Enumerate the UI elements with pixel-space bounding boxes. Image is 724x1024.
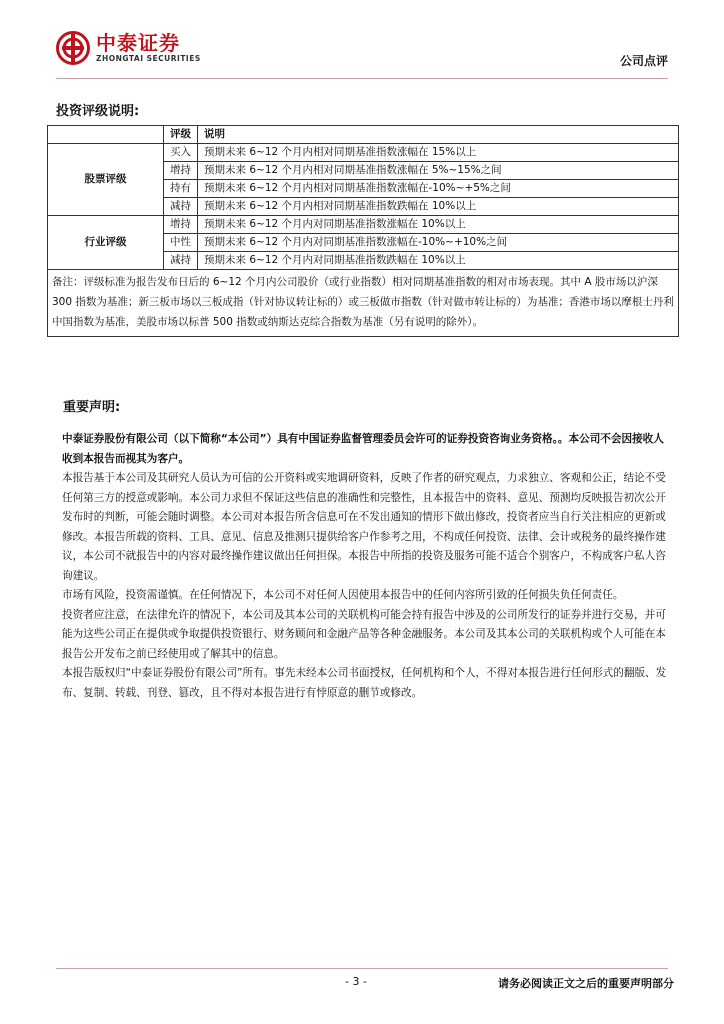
rating-level: 持有	[164, 180, 198, 198]
rating-level: 减持	[164, 198, 198, 216]
rating-desc: 预期未来 6~12 个月内相对同期基准指数跌幅在 10%以上	[198, 198, 679, 216]
disclaimer-paragraph: 投资者应注意，在法律允许的情况下，本公司及其本公司的关联机构可能会持有报告中涉及的公司所发行的证券并进行交易，并可能为这些公司正在提供或争取提供投资银行、财务顾问和金融产品等各种金融服务。本公司及其本公司的关联机构或个人可能在本报告公开发布之前已经使用或了解其中的信息。	[62, 608, 666, 660]
industry-rating-label: 行业评级	[48, 216, 164, 270]
header-divider	[56, 78, 668, 79]
disclaimer-title: 重要声明:	[63, 400, 121, 415]
rating-desc: 预期未来 6~12 个月内相对同期基准指数涨幅在 5%~15%之间	[198, 162, 679, 180]
table-note-row	[48, 270, 679, 337]
rating-table	[47, 125, 679, 337]
rating-desc: 预期未来 6~12 个月内对同期基准指数涨幅在-10%~+10%之间	[198, 234, 679, 252]
rating-note: 备注：评级标准为报告发布日后的 6~12 个月内公司股价（或行业指数）相对同期基准指数的相对市场表现。其中 A 股市场以沪深 300 指数为基准；新三板市场以三板成指（针对协议转让标的）或三板做市指数（针对做市转让标的）为基准；香港市场以摩根士丹利中国指数为基准，美股市场以标普 500 指数或纳斯达克综合指数为基准（另有说明的除外）。	[48, 270, 679, 337]
document-type: 公司点评	[619, 54, 668, 68]
disclaimer-paragraph: 市场有风险，投资需谨慎。在任何情况下，本公司不对任何人因使用本报告中的任何内容所引致的任何损失负任何责任。	[62, 589, 624, 601]
rating-desc: 预期未来 6~12 个月内相对同期基准指数涨幅在 15%以上	[198, 144, 679, 162]
header-blank-cell	[48, 126, 164, 144]
disclaimer-body	[62, 430, 674, 703]
table-row	[48, 144, 679, 162]
disclaimer-paragraph: 本报告版权归“中泰证券股份有限公司”所有。事先未经本公司书面授权，任何机构和个人，不得对本报告进行任何形式的翻版、发布、复制、转载、刊登、篡改，且不得对本报告进行有悖原意的删节或修改。	[62, 667, 667, 699]
zhongtai-logo-icon	[56, 31, 90, 65]
stock-rating-label: 股票评级	[48, 144, 164, 216]
header-desc-cell: 说明	[198, 126, 679, 144]
rating-level: 中性	[164, 234, 198, 252]
rating-desc: 预期未来 6~12 个月内对同期基准指数跌幅在 10%以上	[198, 252, 679, 270]
table-row	[48, 216, 679, 234]
logo-english-name: ZHONGTAI SECURITIES	[96, 54, 201, 63]
company-logo	[56, 28, 201, 68]
rating-level: 增持	[164, 162, 198, 180]
logo-chinese-name: 中泰证券	[96, 31, 180, 55]
table-header-row	[48, 126, 679, 144]
rating-level: 买入	[164, 144, 198, 162]
rating-section-title: 投资评级说明:	[56, 104, 140, 119]
rating-level: 减持	[164, 252, 198, 270]
rating-desc: 预期未来 6~12 个月内对同期基准指数涨幅在 10%以上	[198, 216, 679, 234]
footer-divider	[56, 968, 668, 969]
rating-desc: 预期未来 6~12 个月内相对同期基准指数涨幅在-10%~+5%之间	[198, 180, 679, 198]
disclaimer-paragraph: 本报告基于本公司及其研究人员认为可信的公开资料或实地调研资料，反映了作者的研究观点，力求独立、客观和公正，结论不受任何第三方的授意或影响。本公司力求但不保证这些信息的准确性和完整性，且本报告中的资料、意见、预测均反映报告初次公开发布时的判断，可能会随时调整。本公司对本报告所含信息可在不发出通知的情形下做出修改，投资者应当自行关注相应的更新或修改。本报告所载的资料、工具、意见、信息及推测只提供给客户作参考之用，不构成任何投资、法律、会计或税务的最终操作建议，本公司不就报告中的内容对最终操作建议做出任何担保。本报告中所指的投资及服务可能不适合个别客户，不构成客户私人咨询建议。	[62, 472, 666, 582]
footer-notice: 请务必阅读正文之后的重要声明部分	[498, 977, 674, 990]
disclaimer-qualification: 中泰证券股份有限公司（以下简称“本公司”）具有中国证券监督管理委员会许可的证券投资咨询业务资格。。本公司不会因接收人收到本报告而视其为客户。	[62, 433, 664, 465]
header-rating-cell: 评级	[164, 126, 198, 144]
rating-level: 增持	[164, 216, 198, 234]
page-number: - 3 -	[345, 975, 367, 988]
